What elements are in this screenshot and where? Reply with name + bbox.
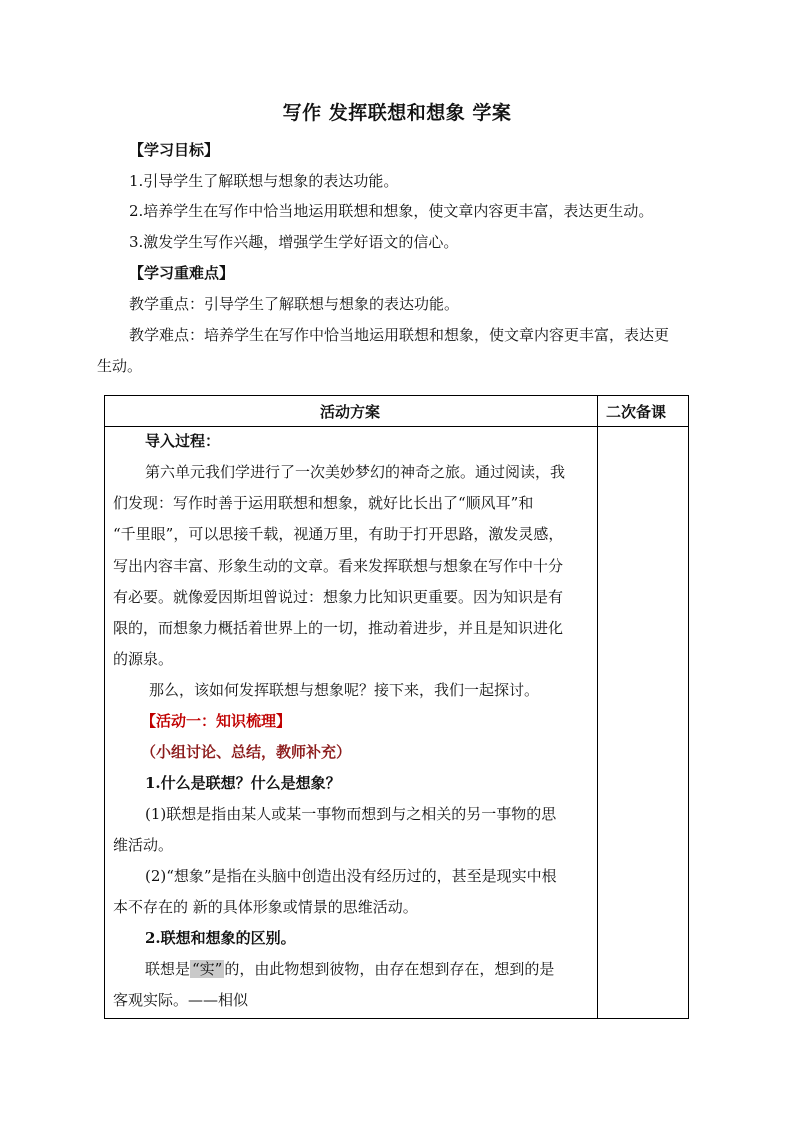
answer-1-line-1: (1)联想是指由某人或某一事物而想到与之相关的另一事物的思	[145, 805, 557, 823]
difficulty-line-1: 教学难点：培养学生在写作中恰当地运用联想和想象，使文章内容更丰富，表达更	[129, 326, 670, 344]
intro-line-3: “千里眼”，可以思接千载，视通万里，有助于打开思路，激发灵感，	[113, 525, 564, 543]
goals-heading: 【学习目标】	[129, 141, 220, 159]
question-line: 那么，该如何发挥联想与想象呢？接下来，我们一起探讨。	[149, 681, 540, 699]
difference-suffix: 的，由此物想到彼物，由存在想到存在，想到的是	[224, 960, 555, 978]
goal-item-3: 3.激发学生写作兴趣，增强学生学好语文的信心。	[129, 233, 459, 251]
difference-highlight: “实”	[192, 960, 223, 978]
intro-line-4: 写出内容丰富、形象生动的文章。看来发挥联想与想象在写作中十分	[113, 557, 564, 575]
activity-table	[104, 395, 689, 1019]
activity-one-note: （小组讨论、总结，教师补充）	[141, 743, 352, 761]
question-1: 1.什么是联想？什么是想象？	[145, 774, 341, 792]
intro-line-1: 第六单元我们学进行了一次美妙梦幻的神奇之旅。通过阅读，我	[145, 463, 566, 481]
table-header-divider	[105, 426, 688, 427]
key-heading: 【学习重难点】	[129, 264, 235, 282]
difference-line-1	[145, 959, 554, 979]
col-header-revision: 二次备课	[606, 403, 667, 421]
difference-line-2: 客观实际。——相似	[113, 991, 249, 1009]
answer-2-line-1: (2)“想象”是指在头脑中创造出没有经历过的，甚至是现实中根	[145, 867, 557, 885]
question-2: 2.联想和想象的区别。	[145, 929, 296, 947]
page-title: 写作 发挥联想和想象 学案	[282, 102, 512, 124]
answer-2-line-2: 本不存在的 新的具体形象或情景的思维活动。	[113, 898, 418, 916]
intro-heading: 导入过程：	[145, 432, 221, 450]
intro-line-7: 的源泉。	[113, 650, 174, 668]
activity-one-heading: 【活动一：知识梳理】	[141, 712, 292, 730]
col-header-activity: 活动方案	[320, 403, 381, 421]
intro-line-6: 限的，而想象力概括着世界上的一切，推动着进步，并且是知识进化	[113, 619, 564, 637]
table-column-divider	[597, 396, 598, 1018]
answer-1-line-2: 维活动。	[113, 836, 174, 854]
goal-item-1: 1.引导学生了解联想与想象的表达功能。	[129, 172, 399, 190]
difference-prefix: 联想是	[145, 960, 191, 978]
key-point: 教学重点：引导学生了解联想与想象的表达功能。	[129, 295, 460, 313]
difficulty-line-2: 生动。	[97, 357, 143, 375]
intro-line-5: 有必要。就像爱因斯坦曾说过：想象力比知识更重要。因为知识是有	[113, 588, 564, 606]
intro-line-2: 们发现：写作时善于运用联想和想象，就好比长出了“顺风耳”和	[113, 494, 534, 512]
goal-item-2: 2.培养学生在写作中恰当地运用联想和想象，使文章内容更丰富，表达更生动。	[129, 202, 654, 220]
